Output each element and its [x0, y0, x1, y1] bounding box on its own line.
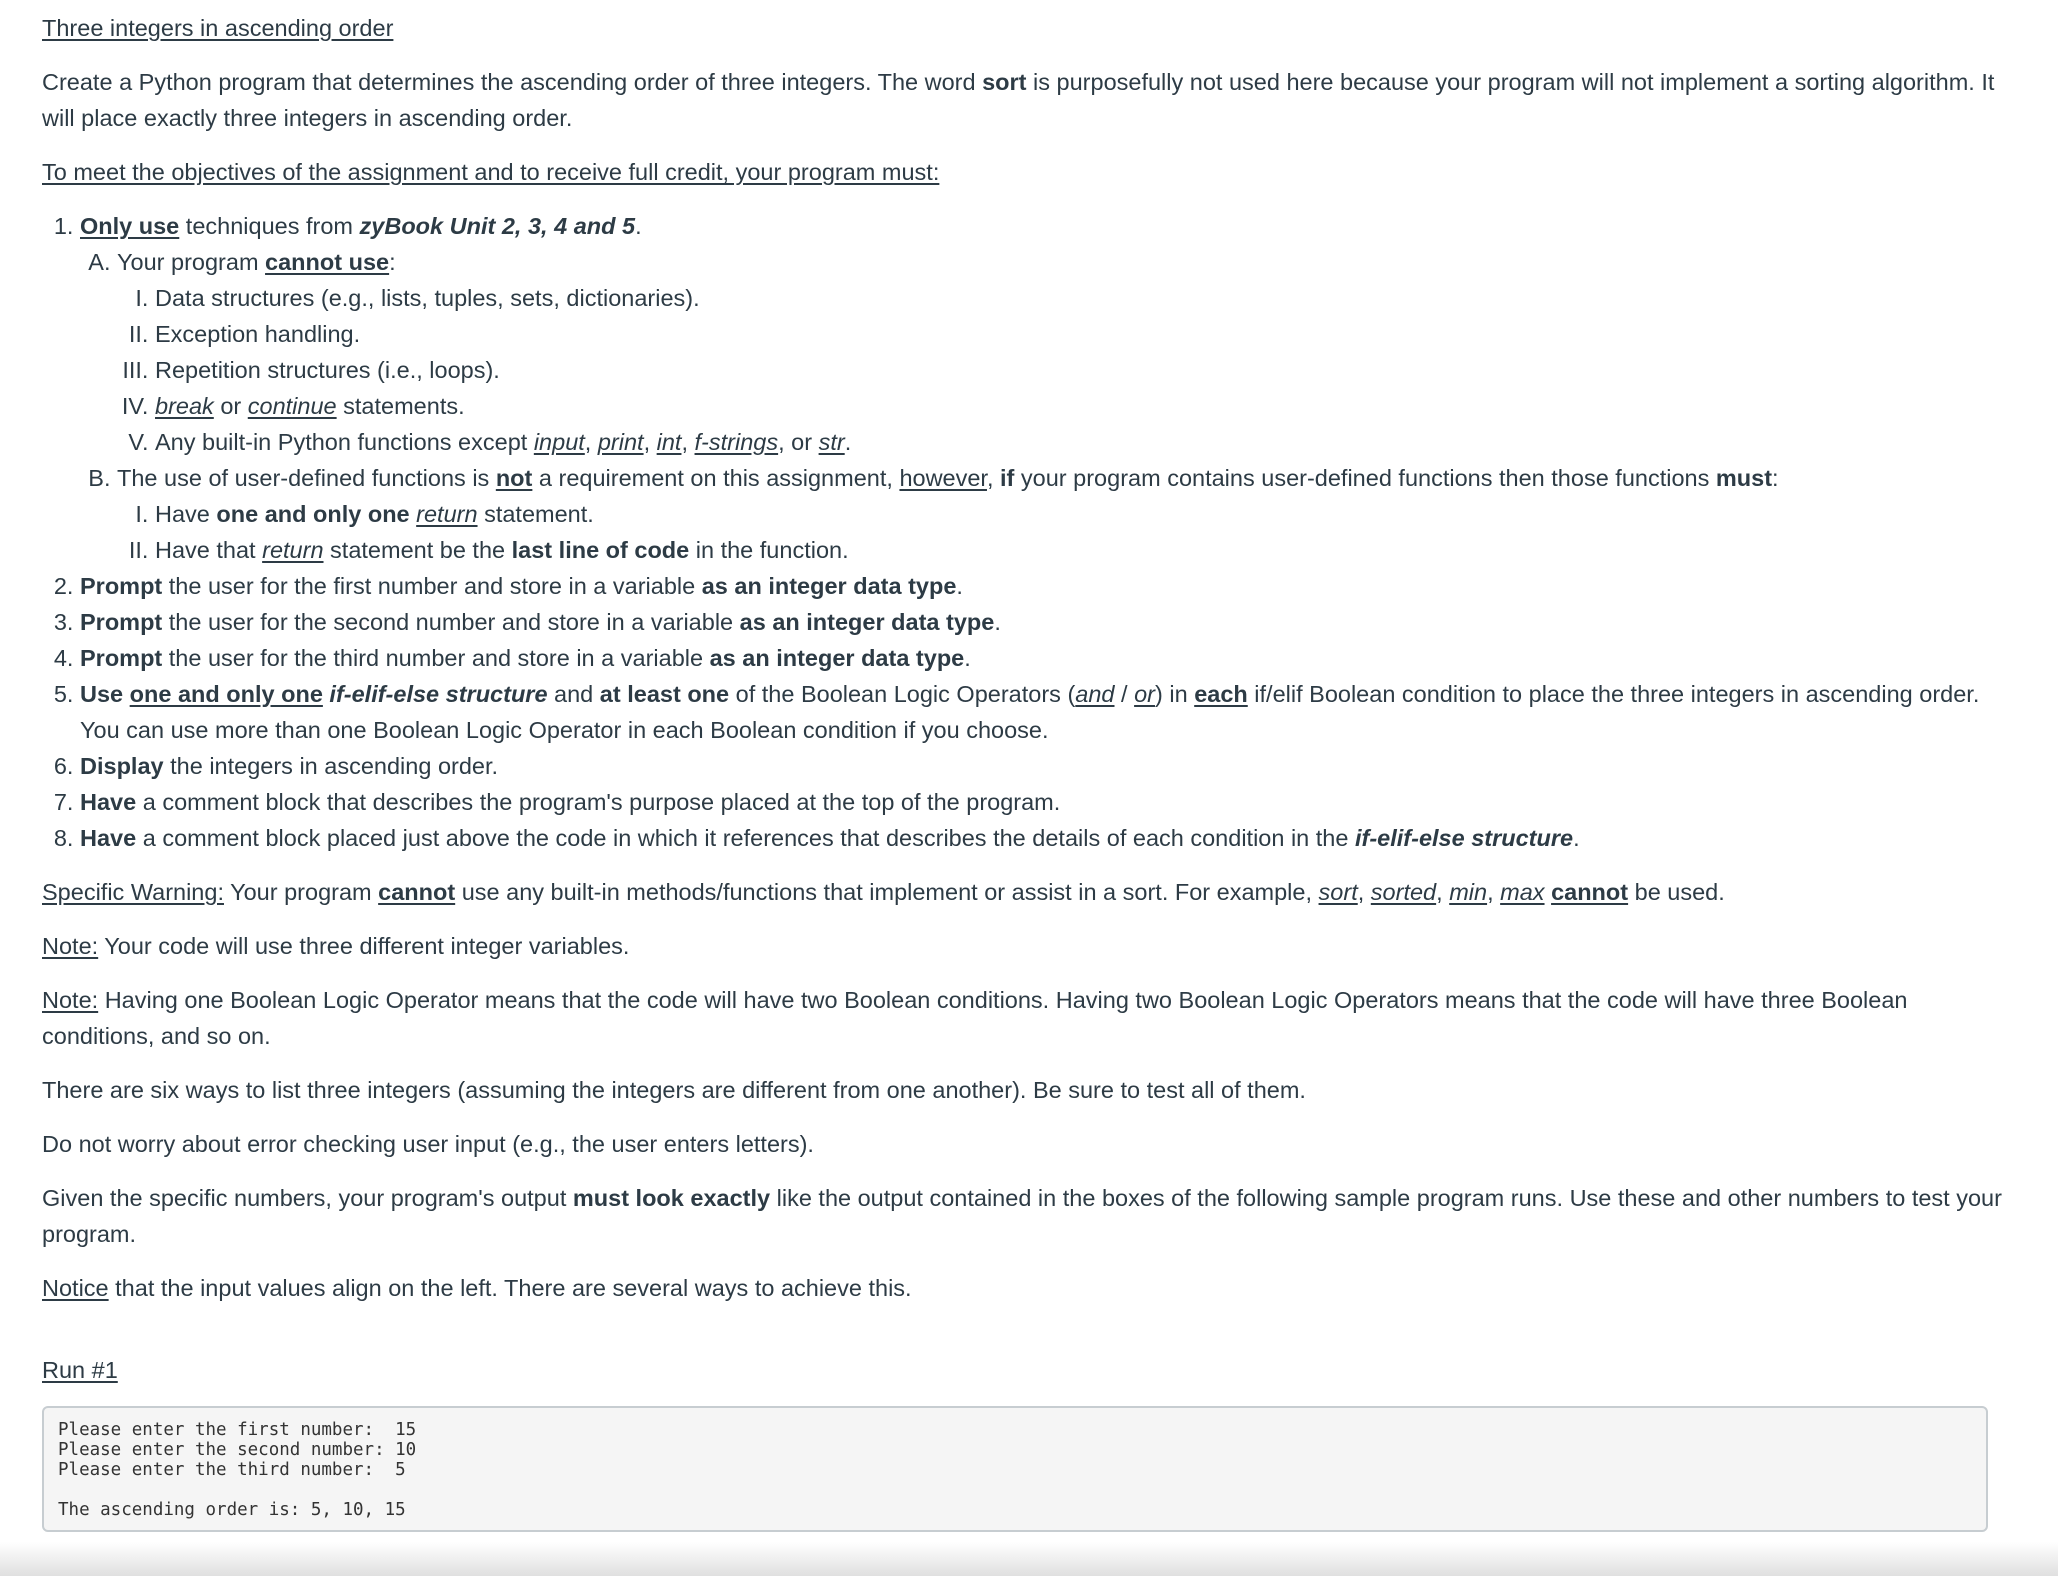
- requirement-1a-v: V. Any built-in Python functions except input, print, int, f-strings, or str.: [155, 424, 2016, 460]
- six-ways-paragraph: There are six ways to list three integers (assuming the integers are different from one another). Be sure to test all of them.: [42, 1077, 1306, 1103]
- requirement-7: 7. Have a comment block that describes the program's purpose placed at the top of the program.: [80, 784, 2016, 820]
- requirement-1a-sublist: [117, 280, 2016, 460]
- requirement-1a-iii: III. Repetition structures (i.e., loops).: [155, 352, 2016, 388]
- requirement-6: 6. Display the integers in ascending order.: [80, 748, 2016, 784]
- objectives-heading: To meet the objectives of the assignment and to receive full credit, your program must:: [42, 159, 940, 185]
- notice-paragraph: Notice that the input values align on the left. There are several ways to achieve this.: [42, 1275, 912, 1301]
- page-title: Three integers in ascending order: [42, 15, 394, 41]
- requirement-2: 2. Prompt the user for the first number and store in a variable as an integer data type.: [80, 568, 2016, 604]
- note-1: Note: Your code will use three different integer variables.: [42, 933, 630, 959]
- requirement-1: 1. Only use techniques from zyBook Unit 2, 3, 4 and 5. A. Your program cannot use: I. Data structures (e.g., lists, tuples, sets, dictionaries). II. Exception handling. III. Repetition structures (i.e., loops). IV. break or continue statements. V. Any built-in Python functions except input, print, int, f-strings, or str. B. The use of user-defined functions is not a requirement on this assignment, however, if your program contains user-defined functions then those functions must: I. Have one and only one return statement. II. Have that return statement be the last line of code in the function.: [80, 208, 2016, 568]
- specific-warning: Specific Warning: Your program cannot use any built-in methods/functions that implement or assist in a sort. For example, sort, sorted, min, max cannot be used.: [42, 879, 1725, 905]
- no-error-checking-paragraph: Do not worry about error checking user input (e.g., the user enters letters).: [42, 1131, 814, 1157]
- requirement-1b-i: I. Have one and only one return statement.: [155, 496, 2016, 532]
- requirement-1a-iv: IV. break or continue statements.: [155, 388, 2016, 424]
- requirement-1b: B. The use of user-defined functions is not a requirement on this assignment, however, if your program contains user-defined functions then those functions must: I. Have one and only one return statement. II. Have that return statement be the last line of code in the function.: [117, 460, 2016, 568]
- requirement-8: 8. Have a comment block placed just above the code in which it references that describes the details of each condition in the if-elif-else structure.: [80, 820, 2016, 856]
- bottom-fade: [0, 1542, 2058, 1576]
- note-2: Note: Having one Boolean Logic Operator means that the code will have two Boolean conditions. Having two Boolean Logic Operators means that the code will have three Boolean conditions, and so on.: [42, 987, 1908, 1049]
- requirement-4: 4. Prompt the user for the third number and store in a variable as an integer data type.: [80, 640, 2016, 676]
- requirement-1-sublist: [80, 244, 2016, 568]
- requirement-1a: A. Your program cannot use: I. Data structures (e.g., lists, tuples, sets, dictionaries). II. Exception handling. III. Repetition structures (i.e., loops). IV. break or continue statements. V. Any built-in Python functions except input, print, int, f-strings, or str.: [117, 244, 2016, 460]
- requirement-1a-i: I. Data structures (e.g., lists, tuples, sets, dictionaries).: [155, 280, 2016, 316]
- run-1-output-box: Please enter the first number: 15 Please enter the second number: 10 Please enter the third number: 5 The ascending order is: 5, 10, 15: [42, 1406, 1988, 1532]
- requirement-1a-ii: II. Exception handling.: [155, 316, 2016, 352]
- run-1-label: Run #1: [42, 1357, 118, 1383]
- requirement-1b-ii: II. Have that return statement be the last line of code in the function.: [155, 532, 2016, 568]
- requirement-3: 3. Prompt the user for the second number and store in a variable as an integer data type.: [80, 604, 2016, 640]
- output-paragraph: Given the specific numbers, your program's output must look exactly like the output contained in the boxes of the following sample program runs. Use these and other numbers to test your program.: [42, 1185, 2002, 1247]
- requirement-5: 5. Use one and only one if-elif-else structure and at least one of the Boolean Logic Operators (and / or) in each if/elif Boolean condition to place the three integers in ascending order. You can use more than one Boolean Logic Operator in each Boolean condition if you choose.: [80, 676, 2016, 748]
- requirement-1b-sublist: [117, 496, 2016, 568]
- requirements-list: [42, 208, 2016, 856]
- intro-paragraph: Create a Python program that determines the ascending order of three integers. The word sort is purposefully not used here because your program will not implement a sorting algorithm. It will place exactly three integers in ascending order.: [42, 69, 1995, 131]
